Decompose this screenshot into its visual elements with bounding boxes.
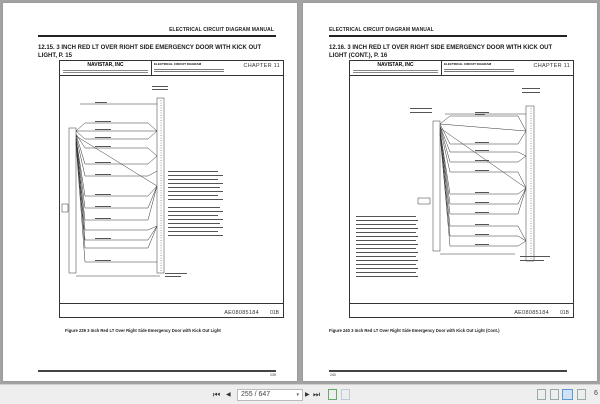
figure-caption: Figure 240 3 Inch Red LT Over Right Side Emergency Door with Kick Out Light (Cont.) — [329, 328, 500, 333]
company-name: NAVISTAR, INC — [87, 62, 124, 68]
page-number-input[interactable] — [237, 389, 303, 401]
footer-rule — [38, 370, 276, 372]
last-page-icon[interactable]: ⏭ — [313, 390, 321, 399]
bottom-toolbar — [0, 384, 600, 404]
diagram-kind: ELECTRICAL CIRCUIT DIAGRAM — [444, 62, 492, 66]
zoom-level[interactable]: 6 — [594, 390, 598, 397]
two-page-view-icon[interactable] — [562, 389, 573, 400]
chevron-down-icon[interactable]: ▾ — [296, 392, 299, 398]
footer-rule — [329, 370, 567, 372]
prev-page-icon[interactable]: ◀ — [226, 392, 231, 398]
diagram-kind: ELECTRICAL CIRCUIT DIAGRAM — [154, 62, 202, 66]
two-page-continuous-view-icon[interactable] — [577, 389, 586, 400]
continuous-view-icon[interactable] — [550, 389, 559, 400]
page-indicator: 255 / 647 — [241, 391, 271, 398]
running-head: ELECTRICAL CIRCUIT DIAGRAM MANUAL — [329, 27, 434, 33]
revision-block — [350, 303, 573, 317]
drawing-number: AE08085184 — [224, 310, 259, 316]
right-page — [303, 3, 597, 381]
drawing-number: AE08085184 — [514, 310, 549, 316]
title-block — [350, 61, 573, 76]
circuit-wiring — [60, 76, 283, 304]
single-page-view-icon[interactable] — [537, 389, 546, 400]
next-page-icon[interactable]: ▶ — [305, 392, 310, 398]
previous-view-icon[interactable] — [328, 389, 337, 400]
figure-caption: Figure 239 3 Inch Red LT Over Right Side Emergency Door with Kick Out Light — [65, 328, 221, 333]
header-rule — [329, 35, 567, 37]
page-number: 240 — [330, 373, 336, 377]
wiring-diagram — [349, 60, 574, 318]
chapter-label: CHAPTER 11 — [243, 63, 280, 69]
wiring-diagram — [59, 60, 284, 318]
title-block — [60, 61, 283, 76]
header-rule — [38, 35, 276, 37]
running-head: ELECTRICAL CIRCUIT DIAGRAM MANUAL — [169, 27, 274, 33]
sheet-number: 01B — [270, 310, 279, 316]
section-title: 12.16. 3 INCH RED LT OVER RIGHT SIDE EMERGENCY DOOR WITH KICK OUT LIGHT (CONT.), P. 16 — [329, 45, 553, 59]
sheet-number: 01B — [560, 310, 569, 316]
section-title: 12.15. 3 INCH RED LT OVER RIGHT SIDE EMERGENCY DOOR WITH KICK OUT LIGHT, P. 15 — [38, 45, 262, 59]
revision-block — [60, 303, 283, 317]
company-name: NAVISTAR, INC — [377, 62, 414, 68]
chapter-label: CHAPTER 11 — [533, 63, 570, 69]
page-number: 239 — [270, 373, 276, 377]
circuit-wiring — [350, 76, 573, 304]
next-view-icon[interactable] — [341, 389, 350, 400]
first-page-icon[interactable]: ⏮ — [213, 390, 221, 399]
left-page — [3, 3, 297, 381]
